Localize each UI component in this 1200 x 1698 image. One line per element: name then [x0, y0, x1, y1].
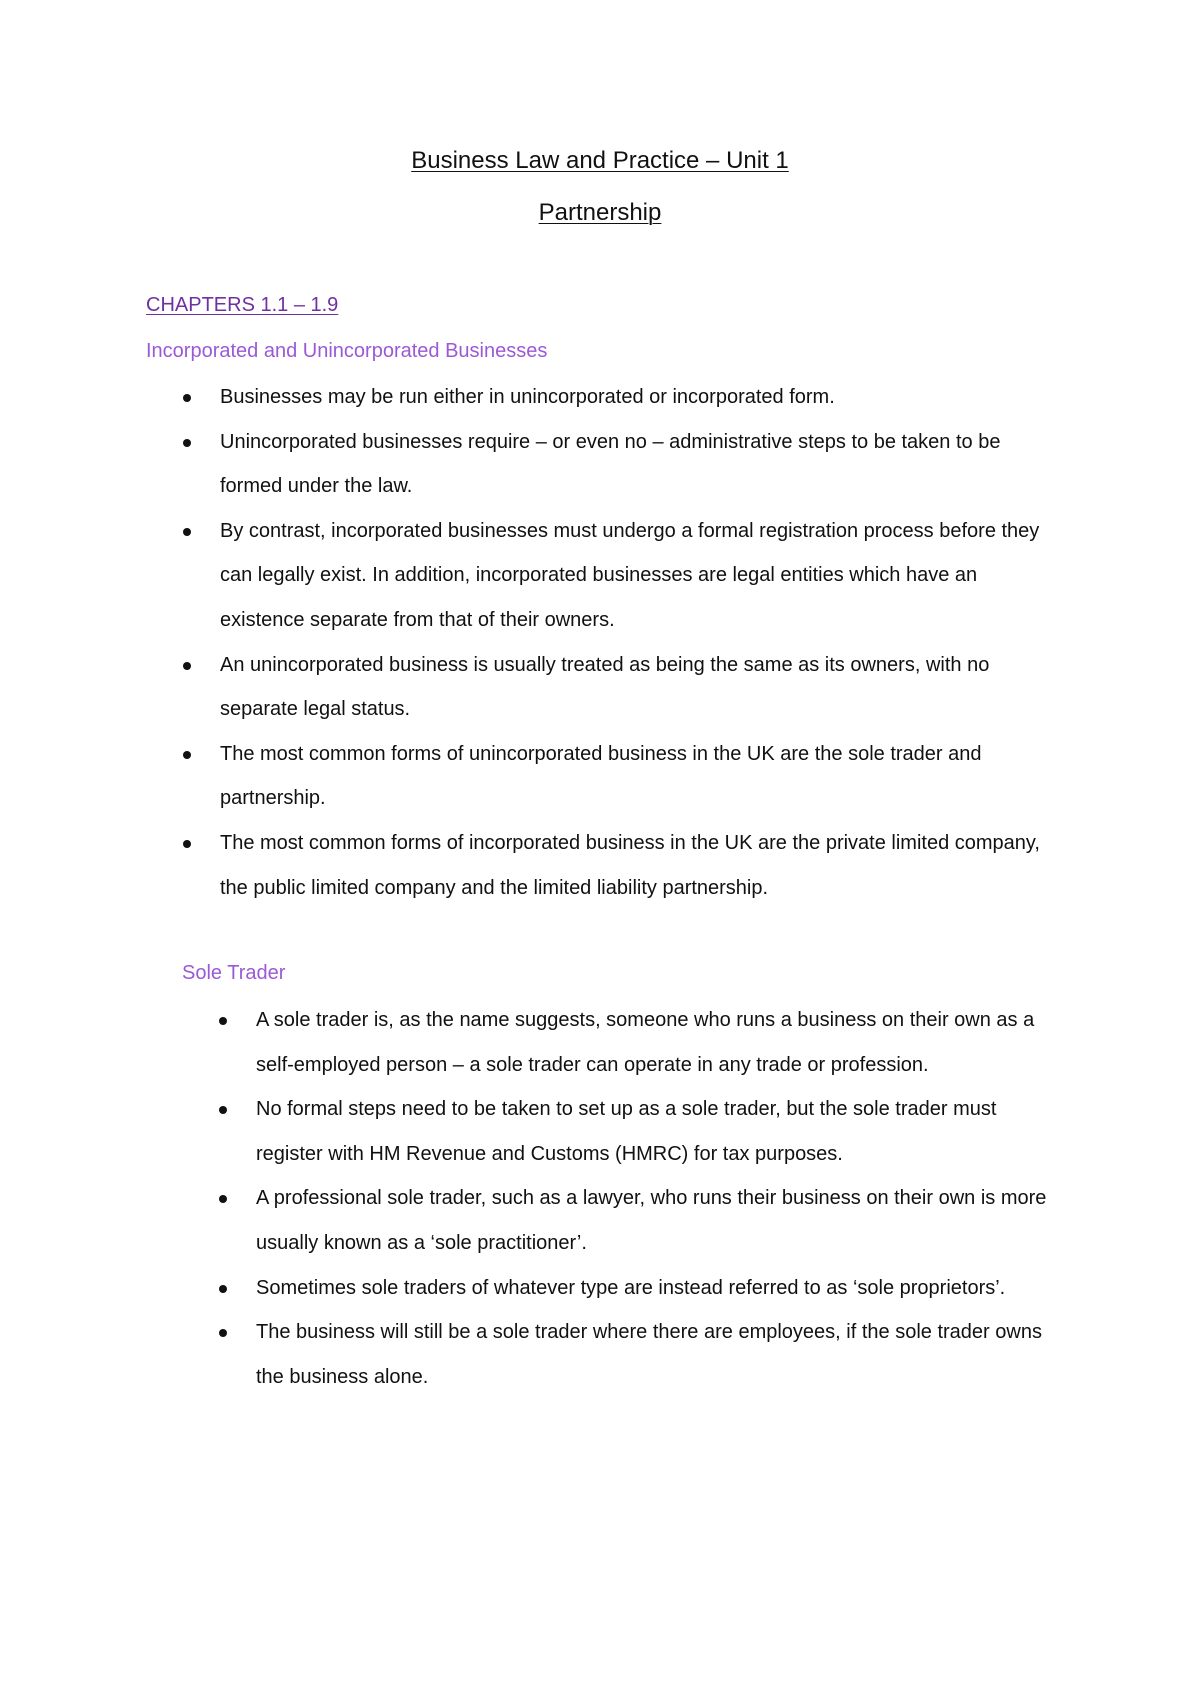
list-item	[180, 375, 1060, 420]
list-item-text: The most common forms of incorporated business in the UK are the private limited company, the public limited company and the limited liability partnership.	[220, 831, 1040, 899]
bullet-icon	[183, 751, 191, 759]
list-item	[180, 509, 1060, 643]
list-item-text: An unincorporated business is usually treated as being the same as its owners, with no separate legal status.	[220, 653, 990, 721]
chapters-heading: CHAPTERS 1.1 – 1.9	[146, 294, 339, 316]
list-item-text: Unincorporated businesses require – or even no – administrative steps to be taken to be formed under the law.	[220, 430, 1001, 498]
list-item-text: A professional sole trader, such as a lawyer, who runs their business on their own is more usually known as a ‘sole practitioner’.	[256, 1187, 1047, 1254]
bullet-icon	[183, 394, 191, 402]
bullet-list-sole-trader	[216, 998, 1060, 1399]
list-item	[180, 732, 1060, 821]
list-item-text: A sole trader is, as the name suggests, someone who runs a business on their own as a self-employed person – a sole trader can operate in any trade or profession.	[256, 1009, 1035, 1076]
list-item	[180, 643, 1060, 732]
document-title: Business Law and Practice – Unit 1	[411, 147, 789, 174]
list-item	[216, 1176, 1060, 1265]
section-heading-sole-trader: Sole Trader	[182, 962, 286, 984]
list-item-text: The most common forms of unincorporated business in the UK are the sole trader and partnership.	[220, 742, 982, 810]
bullet-icon	[219, 1017, 227, 1025]
bullet-icon	[183, 439, 191, 447]
bullet-icon	[183, 662, 191, 670]
bullet-icon	[183, 528, 191, 536]
bullet-icon	[183, 840, 191, 848]
bullet-list-incorporated	[180, 375, 1060, 910]
bullet-icon	[219, 1106, 227, 1114]
list-item-text: Sometimes sole traders of whatever type are instead referred to as ‘sole proprietors’.	[256, 1276, 1006, 1299]
list-item-text: No formal steps need to be taken to set up as a sole trader, but the sole trader must register with HM Revenue and Customs (HMRC) for tax purposes.	[256, 1098, 997, 1165]
bullet-icon	[219, 1195, 227, 1203]
section-heading-incorporated: Incorporated and Unincorporated Businesses	[146, 340, 548, 362]
list-item-text: By contrast, incorporated businesses must undergo a formal registration process before they can legally exist. In addition, incorporated businesses are legal entities which have an existence separate from that of their owners.	[220, 519, 1040, 631]
document-subtitle: Partnership	[538, 199, 662, 226]
bullet-icon	[219, 1329, 227, 1337]
list-item	[216, 998, 1060, 1087]
list-item-text: Businesses may be run either in unincorporated or incorporated form.	[220, 386, 835, 408]
list-item	[180, 821, 1060, 910]
list-item	[180, 420, 1060, 509]
list-item	[216, 1266, 1060, 1311]
list-item	[216, 1310, 1060, 1399]
bullet-icon	[219, 1285, 227, 1293]
list-item	[216, 1087, 1060, 1176]
list-item-text: The business will still be a sole trader where there are employees, if the sole trader owns the business alone.	[256, 1321, 1042, 1388]
